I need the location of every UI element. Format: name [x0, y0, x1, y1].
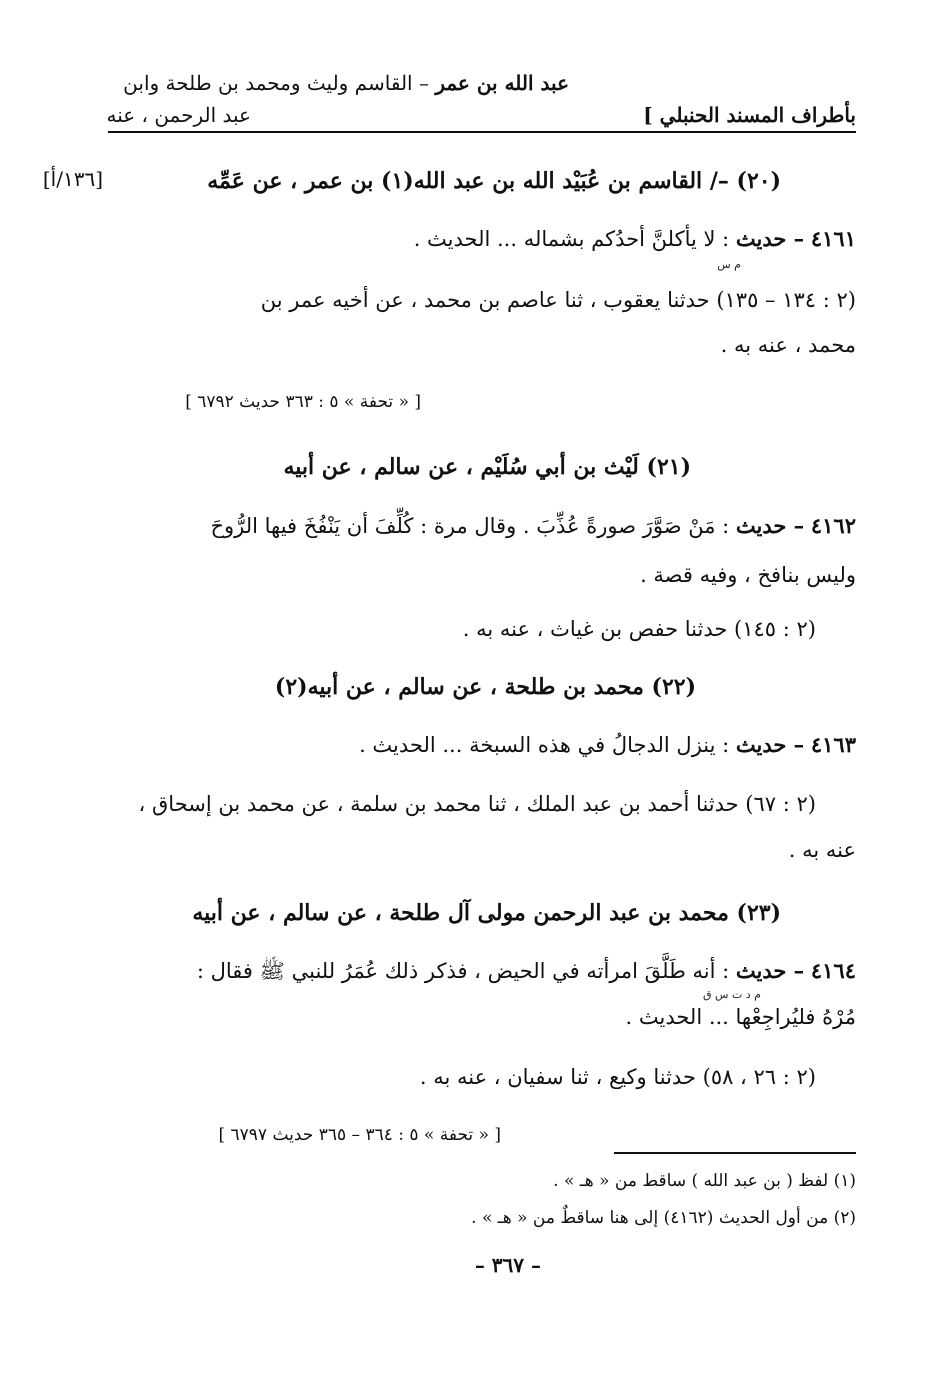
hadith-label: – حديث [735, 513, 805, 538]
isnad-4163-line1: (٢ : ٦٧) حدثنا أحمد بن عبد الملك ، ثنا محمد بن سلمة ، عن محمد بن إسحاق ، [138, 792, 816, 816]
footnote-1: (١) لفظ ( بن عبد الله ) ساقط من « هـ » . [553, 1171, 856, 1191]
hadith-number: ٤١٦١ [810, 226, 856, 251]
running-header-right: بأطراف المسند الحنبلي ] [643, 103, 856, 127]
page-number: – ٣٦٧ – [474, 1253, 541, 1277]
isnad-4161-line2: محمد ، عنه به . [720, 333, 856, 357]
hadith-4163 [359, 730, 856, 760]
hadith-number: ٤١٦٢ [810, 513, 856, 538]
hadith-label: – حديث [735, 958, 805, 983]
hadith-sigla-4164: م د ت س ق [702, 988, 761, 1001]
running-header-left-line1 [123, 68, 569, 98]
section-heading-20: (٢٠) –/ القاسم بن عُبَيْد الله بن عبد الله(١) بن عمر ، عن عَمِّه [207, 168, 781, 194]
hadith-text: : أنه طَلَّقَ امرأته في الحيض ، فذكر ذلك عُمَرُ للنبي ﷺ فقال : [196, 959, 730, 983]
hadith-text: : ينزل الدجالُ في هذه السبخة ... الحديث . [359, 733, 730, 757]
hadith-4161 [414, 224, 856, 254]
isnad-4163-line2: عنه به . [788, 838, 856, 862]
isnad-4162-line1: (٢ : ١٤٥) حدثنا حفص بن غياث ، عنه به . [462, 617, 816, 641]
section-heading-23: (٢٣) محمد بن عبد الرحمن مولى آل طلحة ، عن سالم ، عن أبيه [192, 900, 781, 926]
hadith-label: – حديث [735, 732, 805, 757]
hadith-label: – حديث [735, 226, 805, 251]
running-header-author: عبد الله بن عمر [435, 71, 569, 95]
hadith-4164-line1 [197, 956, 856, 986]
hadith-number: ٤١٦٤ [810, 958, 856, 983]
hadith-4162-line1 [210, 511, 856, 541]
hadith-sigla-4161: م س [717, 258, 741, 271]
header-rule [108, 131, 856, 133]
hadith-number: ٤١٦٣ [810, 732, 856, 757]
folio-reference: [١٣٦/أ] [42, 167, 103, 191]
footnote-2: (٢) من أول الحديث (٤١٦٢) إلى هنا ساقطٌ من « هـ » . [471, 1208, 856, 1228]
tuhfa-ref-4164: [ « تحفة » ٥ : ٣٦٤ – ٣٦٥ حديث ٦٧٩٧ ] [218, 1125, 501, 1145]
section-heading-21: (٢١) لَيْث بن أبي سُلَيْم ، عن سالم ، عن أبيه [283, 454, 691, 480]
running-header-subjects: – القاسم وليث ومحمد بن طلحة وابن [123, 71, 429, 95]
isnad-4161-line1: (٢ : ١٣٤ – ١٣٥) حدثنا يعقوب ، ثنا عاصم بن محمد ، عن أخيه عمر بن [260, 288, 856, 312]
running-header-left-line2: عبد الرحمن ، عنه [106, 103, 251, 127]
hadith-text: : مَنْ صَوَّرَ صورةً عُذِّبَ . وقال مرة : كُلِّفَ أن يَنْفُخَ فيها الرُّوحَ [210, 514, 730, 538]
isnad-4164-line1: (٢ : ٢٦ ، ٥٨) حدثنا وكيع ، ثنا سفيان ، عنه به . [419, 1065, 816, 1089]
hadith-4162-line2: وليس بنافخ ، وفيه قصة . [640, 563, 856, 587]
section-heading-22: (٢٢) محمد بن طلحة ، عن سالم ، عن أبيه(٢) [274, 674, 696, 700]
tuhfa-ref-4161: [ « تحفة » ٥ : ٣٦٣ حديث ٦٧٩٢ ] [185, 392, 421, 412]
footnote-rule [614, 1152, 856, 1154]
hadith-text: : لا يأكلنَّ أحدُكم بشماله ... الحديث . [413, 227, 730, 251]
hadith-4164-line2: مُرْهُ فليُراجِعْها ... الحديث . [625, 1005, 856, 1029]
